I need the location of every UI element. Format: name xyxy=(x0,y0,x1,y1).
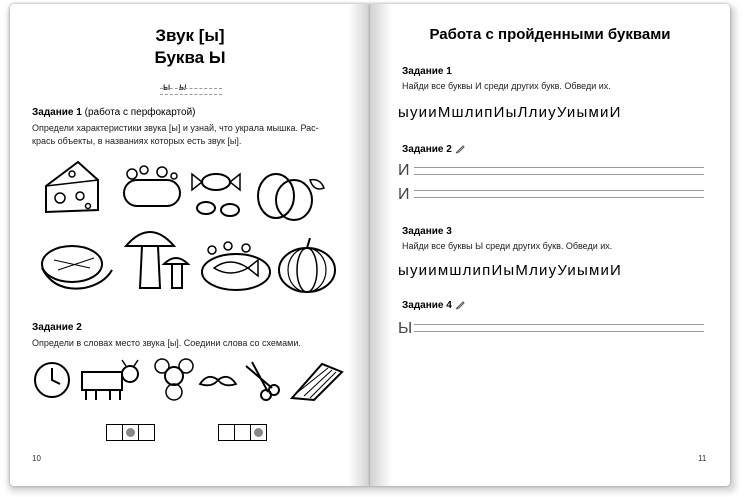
task1-heading xyxy=(32,107,196,118)
plum-icon xyxy=(256,164,328,222)
task2-letter1: И xyxy=(398,162,410,179)
page-title: Работа с пройденными буквами xyxy=(429,26,671,43)
task2-letter2: И xyxy=(398,186,410,203)
clock-icon xyxy=(32,360,72,400)
pumpkin-icon xyxy=(274,236,340,296)
page-title-line2: Буква Ы xyxy=(154,48,226,67)
scissors-icon xyxy=(242,360,286,400)
task1-text-line1: Определи характеристики звука [ы] и узнай, что украла мышка. Рас- xyxy=(32,123,319,133)
candy-icon xyxy=(186,166,246,224)
task3-letters[interactable]: ыуиимшлипИыМлиуУиымиИ xyxy=(398,262,623,279)
task1-text-right: Найди все буквы И среди других букв. Обведи их. xyxy=(402,81,611,91)
pencil-icon xyxy=(455,144,465,154)
task1-label-right: Задание 1 xyxy=(402,66,452,77)
soap-icon xyxy=(118,164,186,212)
page-number-right: 11 xyxy=(698,454,707,463)
task2-label-right: Задание 2 xyxy=(402,144,452,155)
task3-text: Найди все буквы Ы среди других букв. Обведи их. xyxy=(402,241,613,251)
task4-label: Задание 4 xyxy=(402,300,452,311)
fish-icon xyxy=(200,240,274,294)
task4-heading xyxy=(402,300,465,311)
task1-text-line2: крась объекты, в названиях которых есть звук [ы]. xyxy=(32,136,242,146)
letter-sample-print: ы xyxy=(163,82,171,93)
task4-letter: Ы xyxy=(398,320,413,337)
mushrooms-icon xyxy=(120,222,192,292)
right-page xyxy=(370,4,730,486)
task2-label: Задание 2 xyxy=(32,322,82,333)
bull-icon xyxy=(76,358,142,402)
mouse-icon xyxy=(152,356,196,402)
task2-text: Определи в словах место звука [ы]. Соедини слова со схемами. xyxy=(32,338,301,348)
page-number-left: 10 xyxy=(32,454,41,463)
task1-label: Задание 1 xyxy=(32,107,82,118)
page-title-line1: Звук [ы] xyxy=(155,26,225,45)
melon-icon xyxy=(34,240,114,294)
task2-heading xyxy=(402,144,465,155)
sound-scheme-1[interactable] xyxy=(106,424,155,441)
letter-sample-cursive: ы xyxy=(178,82,187,93)
roof-icon xyxy=(288,358,346,402)
pencil-icon xyxy=(455,300,465,310)
cheese-icon xyxy=(38,156,102,218)
task1-letters[interactable]: ыуииМшлипИыЛлиуУиымиИ xyxy=(398,104,622,121)
task1-note: (работа с перфокартой) xyxy=(84,107,196,118)
task3-label: Задание 3 xyxy=(402,226,452,237)
left-page xyxy=(10,4,370,486)
mustache-icon xyxy=(198,374,238,390)
sound-scheme-2[interactable] xyxy=(218,424,267,441)
